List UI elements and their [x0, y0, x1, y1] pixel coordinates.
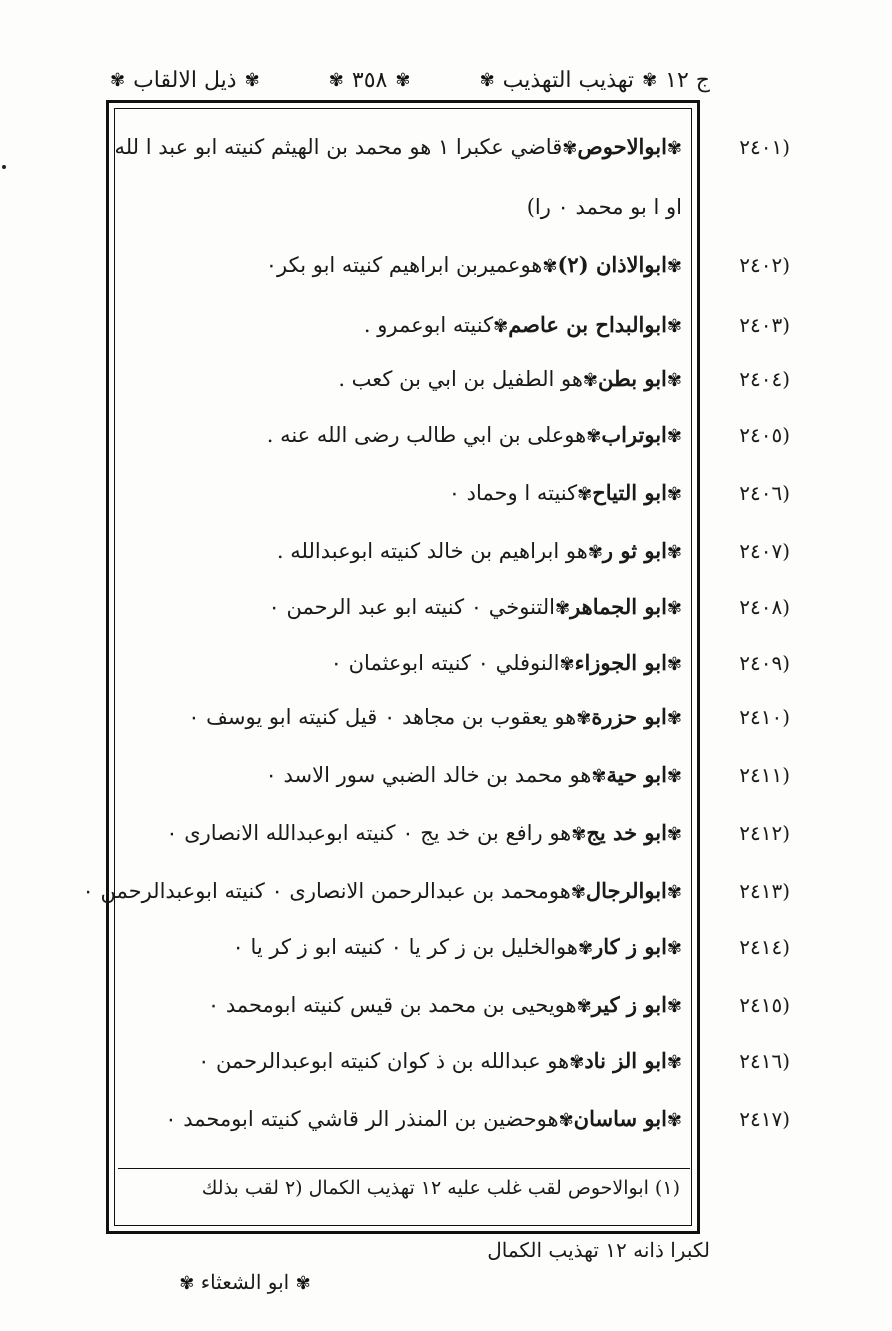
entry-row: [118, 1104, 690, 1136]
entry-name: ابوالاحوص: [577, 134, 667, 159]
ornament-icon: ✾: [642, 69, 658, 91]
entry-text: هوعميربن ابراهيم كنيته ابو بكر٠: [265, 253, 543, 277]
ornament-icon: ✾: [666, 996, 682, 1017]
ornament-icon: ✾: [666, 542, 682, 563]
entry-number: (٢٤٠٥: [739, 423, 790, 447]
footnote: (١) ابوالاحوص لقب غلب عليه ١٢ تهذيب الكمال (٢ لقب بذلك: [118, 1168, 690, 1199]
entry-number: (٢٤٠٢: [739, 253, 790, 277]
entry-row: [118, 420, 690, 452]
ornament-icon: ✾: [244, 69, 260, 91]
entry-number: (٢٤١٥: [739, 993, 790, 1017]
ornament-icon: ✾: [666, 1110, 682, 1131]
entry-name: ابو ز كير: [591, 992, 667, 1017]
entry-text: هو محمد بن خالد الضبي سور الاسد ٠: [265, 763, 592, 787]
entry-number: (٢٤١٧: [739, 1107, 790, 1131]
entry-name: ابو خد يج: [586, 820, 667, 845]
entry-row: [118, 990, 690, 1022]
book-title: تهذيب التهذيب: [502, 67, 635, 93]
entry-text: هوحضين بن المنذر الر قاشي كنيته ابومحمد ٠: [165, 1107, 559, 1131]
entry-number: (٢٤١٢: [739, 821, 790, 845]
header-section-group: [110, 68, 260, 93]
entry-number: (٢٤٠٦: [739, 481, 790, 505]
entry-row: [118, 592, 690, 624]
ornament-icon: ✾: [479, 69, 495, 91]
ornament-icon: ✾: [577, 484, 593, 505]
entry-row: [118, 478, 690, 510]
entry-text: هو رافع بن خد يج ٠ كنيته ابوعبدالله الانصارى ٠: [166, 821, 572, 845]
entry-name: ابو حزرة: [591, 704, 667, 729]
entry-name: ابو ز كار: [593, 934, 667, 959]
ornament-icon: ✾: [295, 1273, 311, 1294]
entry-text: كنيته ابوعمرو .: [363, 313, 494, 337]
ornament-icon: ✾: [666, 484, 682, 505]
entry-number: (٢٤٠٩: [739, 651, 790, 675]
ornament-icon: ✾: [395, 69, 411, 91]
page-number: ٣٥٨: [351, 67, 388, 93]
entry-name: ابو الجماهر: [570, 594, 667, 619]
ornament-icon: ✾: [666, 138, 682, 159]
entry-row: [118, 364, 690, 396]
ornament-icon: ✾: [666, 766, 682, 787]
ornament-icon: ✾: [666, 654, 682, 675]
entry-row: [118, 1046, 690, 1078]
ornament-icon: ✾: [571, 824, 587, 845]
ornament-icon: ✾: [666, 316, 682, 337]
entry-text: هوالخليل بن ز كر يا ٠ كنيته ابو ز كر يا ٠: [232, 935, 578, 959]
entry-number: (٢٤١٠: [739, 705, 790, 729]
entry-row: [114, 132, 690, 164]
ornament-icon: ✾: [328, 69, 344, 91]
header-volume-group: [480, 68, 710, 93]
entry-row: [118, 536, 690, 568]
entry-row: [118, 192, 690, 222]
entry-text: هومحمد بن عبدالرحمن الانصارى ٠ كنيته ابوعبدالرحمن ٠: [82, 879, 571, 903]
entry-text: التنوخي ٠ كنيته ابو عبد الرحمن ٠: [268, 595, 555, 619]
ornament-icon: ✾: [586, 426, 602, 447]
ornament-icon: ✾: [576, 996, 592, 1017]
entry-row: [118, 932, 690, 964]
ornament-icon: ✾: [666, 882, 682, 903]
entry-name: ابوالرجال: [585, 878, 667, 903]
entry-number: (٢٤٠٨: [739, 595, 790, 619]
page-header: [110, 62, 710, 98]
ornament-icon: ✾: [577, 938, 594, 959]
catchword-text: ابو الشعثاء: [200, 1270, 290, 1294]
entry-number: (٢٤١١: [739, 763, 790, 787]
ornament-icon: ✾: [110, 69, 126, 91]
ornament-icon: ✾: [666, 598, 682, 619]
ornament-icon: ✾: [558, 1110, 574, 1131]
entry-name: ابو التياح: [592, 480, 667, 505]
entry-name: ابو الجوزاء: [574, 650, 667, 675]
ornament-icon: ✾: [493, 316, 509, 337]
entry-text: النوفلي ٠ كنيته ابوعثمان ٠: [330, 651, 560, 675]
entry-name: ابو بطن: [598, 366, 667, 391]
entry-text: هو يعقوب بن مجاهد ٠ قيل كنيته ابو يوسف ٠: [188, 705, 577, 729]
entry-text: او ا بو محمد ٠ را): [526, 195, 682, 219]
entry-text: قاضي عكبرا ١ هو محمد بن الهيثم كنيته ابو عبد ا لله: [114, 135, 563, 159]
ornament-icon: ✾: [582, 370, 598, 391]
entry-text: هوعلى بن ابي طالب رضى الله عنه .: [266, 423, 587, 447]
ornament-icon: ✾: [179, 1273, 195, 1294]
entry-number: (٢٤٠٣: [739, 313, 790, 337]
entry-text: هو عبدالله بن ذ كوان كنيته ابوعبدالرحمن ٠: [198, 1049, 570, 1073]
entry-row: [118, 760, 690, 792]
catchword: [160, 1270, 330, 1294]
ornament-icon: ✾: [570, 882, 586, 903]
entry-name: ابو الز ناد: [584, 1048, 667, 1073]
ornament-icon: ✾: [666, 1052, 682, 1073]
entry-number: (٢٤٠٧: [739, 539, 790, 563]
ornament-icon: ✾: [591, 766, 607, 787]
entry-row: [118, 250, 690, 282]
entry-row: [118, 648, 690, 680]
ornament-icon: ✾: [542, 256, 558, 277]
ornament-icon: ✾: [666, 256, 682, 277]
entry-row: [118, 702, 690, 734]
section-title: ذيل الالقاب: [133, 67, 237, 93]
ornament-icon: ✾: [666, 708, 682, 729]
entry-number: (٢٤١٦: [739, 1049, 790, 1073]
ornament-icon: ✾: [666, 824, 682, 845]
ornament-icon: ✾: [559, 654, 575, 675]
ornament-icon: ✾: [666, 370, 682, 391]
header-page-group: [329, 68, 411, 93]
ornament-icon: ✾: [576, 708, 592, 729]
entry-name: ابوالبداح بن عاصم: [508, 312, 667, 337]
margin-dot: [2, 165, 6, 169]
entry-text: هو ابراهيم بن خالد كنيته ابوعبدالله .: [276, 539, 588, 563]
entry-row: [82, 876, 690, 908]
ornament-icon: ✾: [569, 1052, 585, 1073]
ornament-icon: ✾: [587, 542, 603, 563]
entry-text: هو الطفيل بن ابي بن كعب .: [338, 367, 583, 391]
ornament-icon: ✾: [666, 426, 682, 447]
entry-row: [118, 310, 690, 342]
entry-name: ابوالاذان (٢): [557, 252, 667, 277]
entry-row: [118, 818, 690, 850]
ornament-icon: ✾: [666, 938, 682, 959]
entry-name: ابو ثو ر: [602, 538, 667, 563]
footnote-continuation: لكبرا ذانه ١٢ تهذيب الكمال: [487, 1238, 710, 1262]
entry-number: (٢٤٠١: [739, 135, 790, 159]
ornament-icon: ✾: [562, 138, 578, 159]
entry-name: ابو ساسان: [573, 1106, 667, 1131]
entry-text: هويحيى بن محمد بن قيس كنيته ابومحمد ٠: [207, 993, 577, 1017]
entry-number: (٢٤١٣: [739, 879, 790, 903]
entry-name: ابوتراب: [601, 422, 667, 447]
ornament-icon: ✾: [554, 598, 571, 619]
entry-name: ابو حية: [606, 762, 667, 787]
entry-number: (٢٤١٤: [739, 935, 790, 959]
volume-label: ج ١٢: [665, 67, 710, 93]
entry-text: كنيته ا وحماد ٠: [448, 481, 578, 505]
entry-number: (٢٤٠٤: [739, 367, 790, 391]
